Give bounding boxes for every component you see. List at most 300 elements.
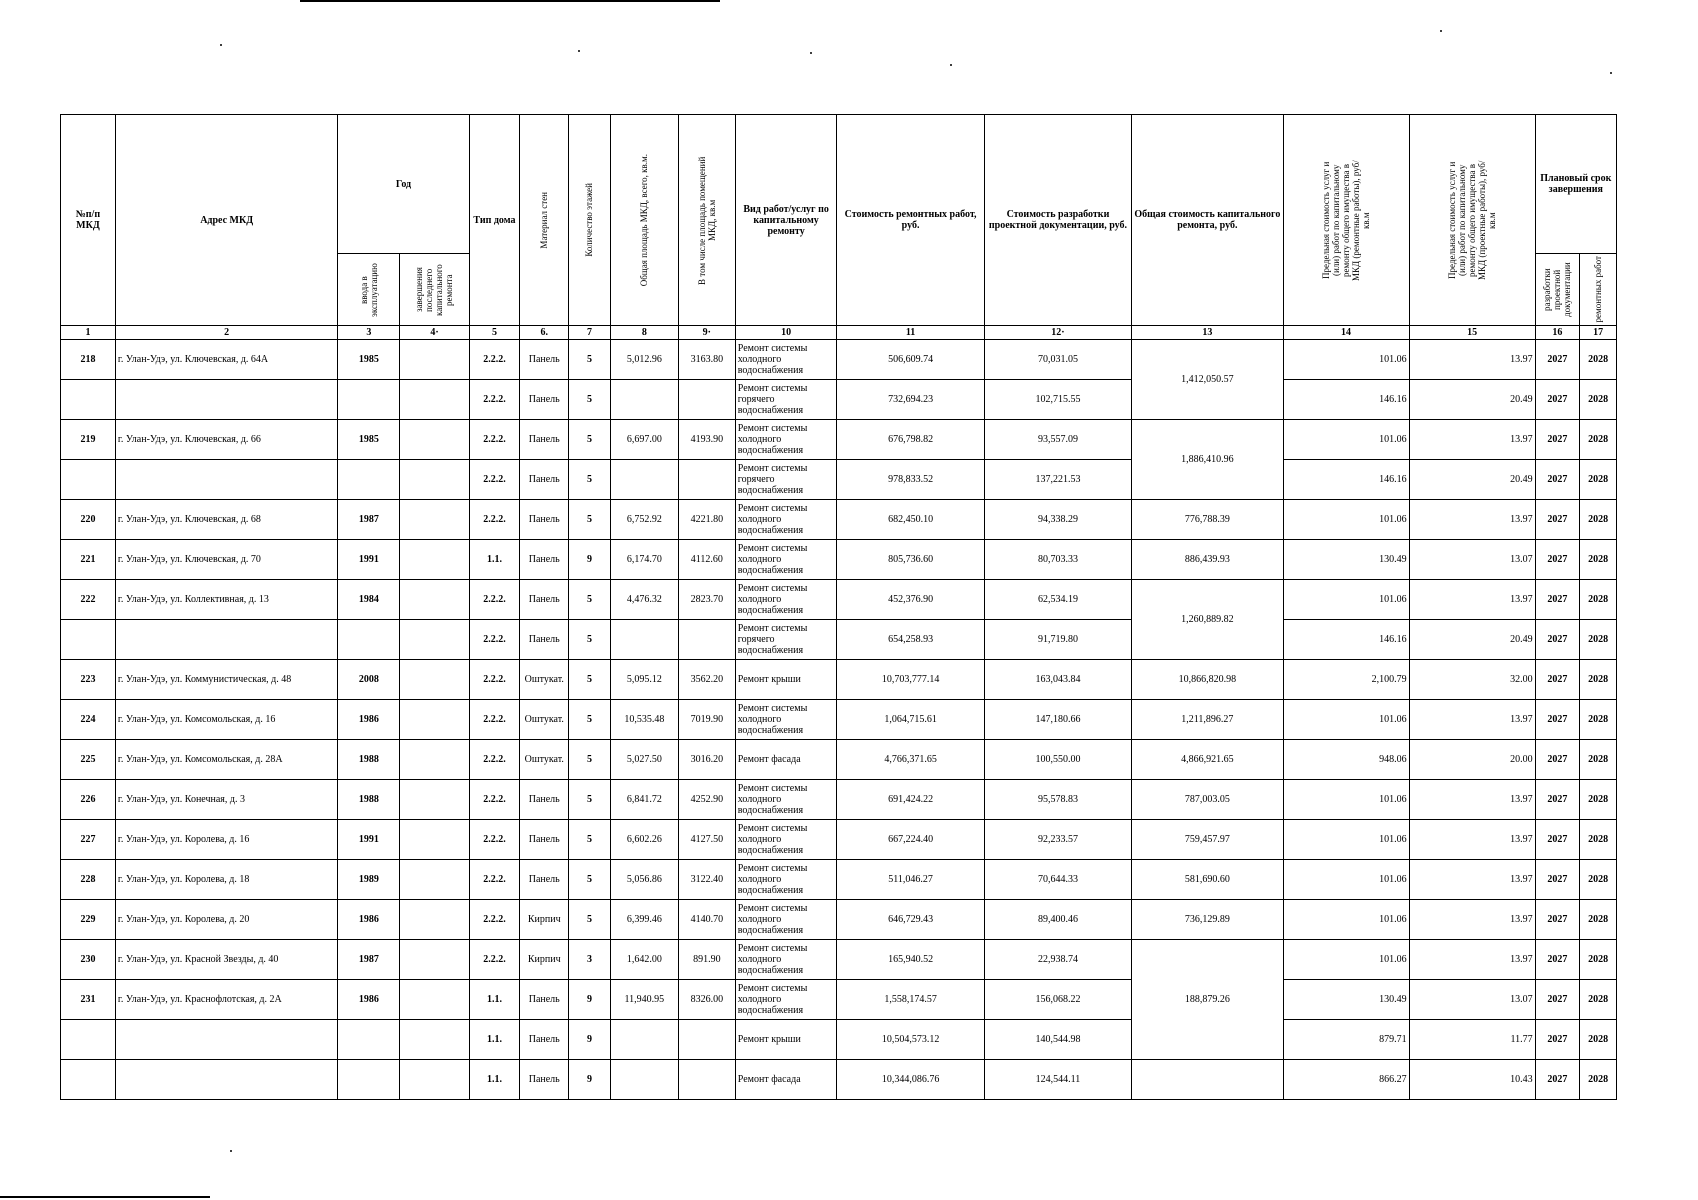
cell-year-lastrepair [400, 460, 469, 500]
cell-premises-area [678, 460, 735, 500]
cell-deadline-repair: 2028 [1580, 460, 1617, 500]
cell-house-type: 2.2.2. [469, 340, 520, 380]
table-row [61, 420, 1617, 460]
cell-year-commission: 2008 [338, 660, 400, 700]
header-limit-repair: Предельная стоимость услуг и (или) работ по капитальному ремонту общего имущества в МКД (ремонтные работы), руб/кв.м [1283, 115, 1409, 326]
cell-design-cost: 124,544.11 [984, 1060, 1131, 1100]
cell-total-area: 1,642.00 [610, 940, 678, 980]
cell-house-type: 2.2.2. [469, 740, 520, 780]
cell-premises-area: 4112.60 [678, 540, 735, 580]
cell-design-cost: 70,031.05 [984, 340, 1131, 380]
scan-speck [578, 50, 580, 52]
cell-deadline-design: 2027 [1535, 500, 1580, 540]
cell-total-cost: 4,866,921.65 [1132, 740, 1283, 780]
cell-house-type: 2.2.2. [469, 380, 520, 420]
table-row [61, 940, 1617, 980]
cell-address: г. Улан-Удэ, ул. Королева, д. 20 [115, 900, 338, 940]
table-row [61, 900, 1617, 940]
cell-total-cost: 1,211,896.27 [1132, 700, 1283, 740]
cell-limit-repair: 146.16 [1283, 460, 1409, 500]
cell-wall-material: Кирпич [520, 940, 569, 980]
cell-limit-design: 20.49 [1409, 380, 1535, 420]
cell-year-lastrepair [400, 700, 469, 740]
cell-deadline-design: 2027 [1535, 580, 1580, 620]
cell-year-lastrepair [400, 780, 469, 820]
cell-deadline-repair: 2028 [1580, 340, 1617, 380]
cell-year-lastrepair [400, 540, 469, 580]
column-number: 13 [1132, 326, 1283, 340]
cell-year-commission [338, 460, 400, 500]
cell-wall-material: Панель [520, 340, 569, 380]
table-row [61, 1060, 1617, 1100]
cell-floors: 5 [569, 780, 611, 820]
cell-house-type: 1.1. [469, 540, 520, 580]
cell-year-commission [338, 1020, 400, 1060]
cell-deadline-design: 2027 [1535, 900, 1580, 940]
scan-speck [230, 1150, 232, 1152]
cell-limit-design: 13.97 [1409, 900, 1535, 940]
table-row [61, 740, 1617, 780]
cell-limit-design: 13.97 [1409, 780, 1535, 820]
cell-work-type: Ремонт системы холодного водоснабжения [735, 420, 837, 460]
header-total-area: Общая площадь МКД, всего, кв.м. [610, 115, 678, 326]
cell-deadline-repair: 2028 [1580, 980, 1617, 1020]
cell-repair-cost: 165,940.52 [837, 940, 984, 980]
header-num: №п/п МКД [61, 115, 116, 326]
cell-address: г. Улан-Удэ, ул. Краснофлотская, д. 2А [115, 980, 338, 1020]
cell-deadline-repair: 2028 [1580, 580, 1617, 620]
cell-house-type: 2.2.2. [469, 820, 520, 860]
cell-work-type: Ремонт системы холодного водоснабжения [735, 580, 837, 620]
cell-total-area [610, 1060, 678, 1100]
cell-design-cost: 62,534.19 [984, 580, 1131, 620]
table-row [61, 540, 1617, 580]
cell-deadline-repair: 2028 [1580, 420, 1617, 460]
cell-row-number: 218 [61, 340, 116, 380]
cell-repair-cost: 646,729.43 [837, 900, 984, 940]
cell-wall-material: Оштукат. [520, 700, 569, 740]
cell-limit-repair: 101.06 [1283, 940, 1409, 980]
header-address: Адрес МКД [115, 115, 338, 326]
cell-repair-cost: 654,258.93 [837, 620, 984, 660]
cell-row-number [61, 620, 116, 660]
cell-floors: 5 [569, 500, 611, 540]
cell-premises-area: 3562.20 [678, 660, 735, 700]
cell-floors: 5 [569, 700, 611, 740]
cell-total-area: 5,056.86 [610, 860, 678, 900]
cell-year-lastrepair [400, 940, 469, 980]
cell-year-lastrepair [400, 980, 469, 1020]
header-repair-cost: Стоимость ремонтных работ, руб. [837, 115, 984, 326]
cell-deadline-repair: 2028 [1580, 900, 1617, 940]
cell-design-cost: 163,043.84 [984, 660, 1131, 700]
cell-limit-repair: 101.06 [1283, 500, 1409, 540]
cell-work-type: Ремонт системы горячего водоснабжения [735, 620, 837, 660]
cell-year-lastrepair [400, 340, 469, 380]
cell-address: г. Улан-Удэ, ул. Ключевская, д. 68 [115, 500, 338, 540]
cell-premises-area: 2823.70 [678, 580, 735, 620]
cell-floors: 5 [569, 740, 611, 780]
cell-work-type: Ремонт фасада [735, 740, 837, 780]
cell-total-area: 11,940.95 [610, 980, 678, 1020]
column-number: 16 [1535, 326, 1580, 340]
table-body [61, 340, 1617, 1100]
cell-floors: 5 [569, 380, 611, 420]
cell-total-cost: 581,690.60 [1132, 860, 1283, 900]
cell-limit-repair: 101.06 [1283, 580, 1409, 620]
cell-house-type: 2.2.2. [469, 940, 520, 980]
cell-repair-cost: 452,376.90 [837, 580, 984, 620]
cell-row-number: 223 [61, 660, 116, 700]
table-row [61, 980, 1617, 1020]
cell-floors: 5 [569, 900, 611, 940]
cell-premises-area: 3122.40 [678, 860, 735, 900]
cell-row-number [61, 1020, 116, 1060]
cell-address: г. Улан-Удэ, ул. Конечная, д. 3 [115, 780, 338, 820]
cell-repair-cost: 978,833.52 [837, 460, 984, 500]
cell-premises-area [678, 1060, 735, 1100]
scan-speck [1440, 30, 1442, 32]
cell-total-cost: 776,788.39 [1132, 500, 1283, 540]
cell-wall-material: Панель [520, 620, 569, 660]
cell-work-type: Ремонт системы холодного водоснабжения [735, 820, 837, 860]
cell-total-area [610, 1020, 678, 1060]
header-total-cost: Общая стоимость капитального ремонта, руб. [1132, 115, 1283, 326]
cell-address: г. Улан-Удэ, ул. Ключевская, д. 70 [115, 540, 338, 580]
cell-address: г. Улан-Удэ, ул. Коммунистическая, д. 48 [115, 660, 338, 700]
table-row [61, 380, 1617, 420]
cell-floors: 5 [569, 580, 611, 620]
scan-speck [1610, 72, 1612, 74]
cell-limit-design: 13.07 [1409, 980, 1535, 1020]
cell-year-commission: 1986 [338, 700, 400, 740]
cell-floors: 9 [569, 980, 611, 1020]
cell-floors: 9 [569, 1060, 611, 1100]
cell-year-lastrepair [400, 740, 469, 780]
cell-year-commission: 1986 [338, 980, 400, 1020]
cell-row-number: 227 [61, 820, 116, 860]
cell-repair-cost: 10,703,777.14 [837, 660, 984, 700]
header-work-type: Вид работ/услуг по капитальному ремонту [735, 115, 837, 326]
cell-address: г. Улан-Удэ, ул. Королева, д. 18 [115, 860, 338, 900]
table-row [61, 820, 1617, 860]
scan-speck [220, 44, 222, 46]
cell-limit-repair: 146.16 [1283, 380, 1409, 420]
cell-year-lastrepair [400, 1060, 469, 1100]
cell-limit-repair: 948.06 [1283, 740, 1409, 780]
table-row [61, 500, 1617, 540]
repair-register-table [60, 114, 1617, 1100]
header-house-type: Тип дома [469, 115, 520, 326]
table-row [61, 660, 1617, 700]
cell-limit-repair: 101.06 [1283, 700, 1409, 740]
cell-year-lastrepair [400, 500, 469, 540]
cell-year-commission: 1989 [338, 860, 400, 900]
cell-deadline-design: 2027 [1535, 940, 1580, 980]
table-row [61, 340, 1617, 380]
cell-deadline-design: 2027 [1535, 660, 1580, 700]
cell-house-type: 2.2.2. [469, 660, 520, 700]
cell-work-type: Ремонт системы горячего водоснабжения [735, 380, 837, 420]
cell-deadline-repair: 2028 [1580, 860, 1617, 900]
cell-year-lastrepair [400, 660, 469, 700]
cell-wall-material: Панель [520, 380, 569, 420]
cell-work-type: Ремонт системы холодного водоснабжения [735, 860, 837, 900]
cell-deadline-design: 2027 [1535, 980, 1580, 1020]
cell-deadline-design: 2027 [1535, 700, 1580, 740]
cell-address [115, 380, 338, 420]
cell-address [115, 620, 338, 660]
column-number: 7 [569, 326, 611, 340]
cell-repair-cost: 667,224.40 [837, 820, 984, 860]
cell-work-type: Ремонт системы холодного водоснабжения [735, 540, 837, 580]
cell-house-type: 1.1. [469, 1020, 520, 1060]
cell-row-number: 222 [61, 580, 116, 620]
header-year-commission: ввода в эксплуатацию [338, 254, 400, 326]
cell-design-cost: 94,338.29 [984, 500, 1131, 540]
cell-design-cost: 100,550.00 [984, 740, 1131, 780]
cell-total-area: 6,752.92 [610, 500, 678, 540]
cell-premises-area [678, 620, 735, 660]
cell-premises-area [678, 1020, 735, 1060]
cell-limit-design: 20.49 [1409, 460, 1535, 500]
cell-design-cost: 147,180.66 [984, 700, 1131, 740]
cell-floors: 3 [569, 940, 611, 980]
cell-limit-repair: 101.06 [1283, 900, 1409, 940]
cell-year-commission: 1991 [338, 540, 400, 580]
column-number: 9· [678, 326, 735, 340]
cell-work-type: Ремонт системы холодного водоснабжения [735, 340, 837, 380]
cell-wall-material: Оштукат. [520, 660, 569, 700]
cell-deadline-design: 2027 [1535, 540, 1580, 580]
cell-limit-design: 13.97 [1409, 500, 1535, 540]
cell-design-cost: 95,578.83 [984, 780, 1131, 820]
cell-house-type: 2.2.2. [469, 900, 520, 940]
cell-work-type: Ремонт системы холодного водоснабжения [735, 940, 837, 980]
cell-house-type: 2.2.2. [469, 500, 520, 540]
cell-repair-cost: 1,064,715.61 [837, 700, 984, 740]
cell-year-commission: 1987 [338, 500, 400, 540]
cell-limit-repair: 866.27 [1283, 1060, 1409, 1100]
cell-house-type: 2.2.2. [469, 460, 520, 500]
cell-year-commission [338, 1060, 400, 1100]
cell-premises-area: 4252.90 [678, 780, 735, 820]
cell-row-number: 230 [61, 940, 116, 980]
cell-limit-design: 13.97 [1409, 420, 1535, 460]
cell-limit-design: 13.97 [1409, 820, 1535, 860]
cell-address: г. Улан-Удэ, ул. Ключевская, д. 66 [115, 420, 338, 460]
cell-limit-design: 13.97 [1409, 940, 1535, 980]
cell-address: г. Улан-Удэ, ул. Комсомольская, д. 28А [115, 740, 338, 780]
table-row [61, 1020, 1617, 1060]
cell-deadline-repair: 2028 [1580, 820, 1617, 860]
cell-total-cost: 188,879.26 [1132, 940, 1283, 1060]
cell-floors: 5 [569, 820, 611, 860]
cell-repair-cost: 691,424.22 [837, 780, 984, 820]
cell-deadline-design: 2027 [1535, 1060, 1580, 1100]
cell-design-cost: 91,719.80 [984, 620, 1131, 660]
cell-row-number: 229 [61, 900, 116, 940]
cell-repair-cost: 732,694.23 [837, 380, 984, 420]
column-number: 6. [520, 326, 569, 340]
cell-limit-design: 13.07 [1409, 540, 1535, 580]
cell-premises-area: 8326.00 [678, 980, 735, 1020]
cell-deadline-design: 2027 [1535, 860, 1580, 900]
cell-total-cost: 1,412,050.57 [1132, 340, 1283, 420]
cell-wall-material: Панель [520, 500, 569, 540]
cell-deadline-design: 2027 [1535, 740, 1580, 780]
cell-address [115, 1020, 338, 1060]
cell-year-commission: 1987 [338, 940, 400, 980]
cell-wall-material: Панель [520, 980, 569, 1020]
table-row [61, 460, 1617, 500]
cell-repair-cost: 506,609.74 [837, 340, 984, 380]
cell-total-cost: 10,866,820.98 [1132, 660, 1283, 700]
cell-deadline-repair: 2028 [1580, 660, 1617, 700]
cell-row-number: 226 [61, 780, 116, 820]
cell-total-cost [1132, 1060, 1283, 1100]
column-number: 15 [1409, 326, 1535, 340]
cell-row-number: 231 [61, 980, 116, 1020]
cell-house-type: 2.2.2. [469, 620, 520, 660]
cell-limit-design: 10.43 [1409, 1060, 1535, 1100]
cell-row-number: 220 [61, 500, 116, 540]
cell-limit-repair: 130.49 [1283, 980, 1409, 1020]
cell-address: г. Улан-Удэ, ул. Ключевская, д. 64А [115, 340, 338, 380]
cell-repair-cost: 511,046.27 [837, 860, 984, 900]
header-limit-design: Предельная стоимость услуг и (или) работ по капитальному ремонту общего имущества в МКД (проектные работы), руб/кв.м [1409, 115, 1535, 326]
cell-total-area: 6,399.46 [610, 900, 678, 940]
cell-total-cost: 736,129.89 [1132, 900, 1283, 940]
cell-limit-repair: 2,100.79 [1283, 660, 1409, 700]
cell-limit-repair: 101.06 [1283, 420, 1409, 460]
cell-deadline-repair: 2028 [1580, 740, 1617, 780]
cell-premises-area: 7019.90 [678, 700, 735, 740]
table-row [61, 860, 1617, 900]
cell-year-commission: 1988 [338, 740, 400, 780]
cell-deadline-design: 2027 [1535, 620, 1580, 660]
cell-premises-area [678, 380, 735, 420]
cell-total-area [610, 620, 678, 660]
cell-deadline-repair: 2028 [1580, 1020, 1617, 1060]
cell-work-type: Ремонт системы холодного водоснабжения [735, 780, 837, 820]
cell-year-commission [338, 380, 400, 420]
cell-deadline-design: 2027 [1535, 460, 1580, 500]
column-number-row [61, 326, 1617, 340]
cell-limit-repair: 101.06 [1283, 340, 1409, 380]
cell-year-lastrepair [400, 820, 469, 860]
cell-total-area: 5,095.12 [610, 660, 678, 700]
cell-work-type: Ремонт крыши [735, 1020, 837, 1060]
cell-row-number [61, 380, 116, 420]
cell-deadline-repair: 2028 [1580, 500, 1617, 540]
cell-wall-material: Панель [520, 540, 569, 580]
cell-floors: 9 [569, 1020, 611, 1060]
cell-work-type: Ремонт системы горячего водоснабжения [735, 460, 837, 500]
column-number: 8 [610, 326, 678, 340]
cell-year-lastrepair [400, 420, 469, 460]
cell-limit-repair: 101.06 [1283, 860, 1409, 900]
cell-year-commission: 1985 [338, 420, 400, 460]
cell-total-cost: 759,457.97 [1132, 820, 1283, 860]
cell-total-area: 4,476.32 [610, 580, 678, 620]
cell-limit-design: 13.97 [1409, 860, 1535, 900]
cell-total-cost: 1,886,410.96 [1132, 420, 1283, 500]
cell-deadline-design: 2027 [1535, 820, 1580, 860]
cell-repair-cost: 805,736.60 [837, 540, 984, 580]
cell-total-area: 6,697.00 [610, 420, 678, 460]
cell-year-commission: 1988 [338, 780, 400, 820]
cell-repair-cost: 4,766,371.65 [837, 740, 984, 780]
header-deadline-design: разработки проектной документации [1535, 254, 1580, 326]
cell-row-number [61, 460, 116, 500]
header-floors: Количество этажей [569, 115, 611, 326]
table-row [61, 620, 1617, 660]
cell-limit-design: 20.00 [1409, 740, 1535, 780]
cell-premises-area: 3163.80 [678, 340, 735, 380]
cell-year-commission: 1991 [338, 820, 400, 860]
cell-limit-repair: 101.06 [1283, 780, 1409, 820]
cell-wall-material: Панель [520, 580, 569, 620]
cell-design-cost: 156,068.22 [984, 980, 1131, 1020]
cell-deadline-repair: 2028 [1580, 700, 1617, 740]
cell-limit-design: 32.00 [1409, 660, 1535, 700]
cell-row-number: 224 [61, 700, 116, 740]
cell-premises-area: 4127.50 [678, 820, 735, 860]
header-design-cost: Стоимость разработки проектной документации, руб. [984, 115, 1131, 326]
cell-address [115, 460, 338, 500]
cell-deadline-repair: 2028 [1580, 780, 1617, 820]
cell-work-type: Ремонт фасада [735, 1060, 837, 1100]
cell-year-lastrepair [400, 1020, 469, 1060]
cell-year-lastrepair [400, 860, 469, 900]
cell-total-area: 6,602.26 [610, 820, 678, 860]
cell-deadline-design: 2027 [1535, 1020, 1580, 1060]
header-row [61, 115, 1617, 254]
cell-house-type: 2.2.2. [469, 780, 520, 820]
cell-premises-area: 891.90 [678, 940, 735, 980]
cell-wall-material: Панель [520, 820, 569, 860]
cell-wall-material: Панель [520, 420, 569, 460]
cell-year-lastrepair [400, 380, 469, 420]
cell-deadline-design: 2027 [1535, 380, 1580, 420]
cell-premises-area: 4140.70 [678, 900, 735, 940]
cell-deadline-design: 2027 [1535, 420, 1580, 460]
column-number: 12· [984, 326, 1131, 340]
cell-house-type: 1.1. [469, 1060, 520, 1100]
cell-floors: 5 [569, 460, 611, 500]
cell-repair-cost: 682,450.10 [837, 500, 984, 540]
cell-limit-repair: 146.16 [1283, 620, 1409, 660]
cell-address: г. Улан-Удэ, ул. Красной Звезды, д. 40 [115, 940, 338, 980]
header-year: Год [338, 115, 469, 254]
cell-repair-cost: 676,798.82 [837, 420, 984, 460]
column-number: 3 [338, 326, 400, 340]
cell-premises-area: 4221.80 [678, 500, 735, 540]
cell-deadline-repair: 2028 [1580, 940, 1617, 980]
cell-deadline-repair: 2028 [1580, 380, 1617, 420]
cell-house-type: 2.2.2. [469, 860, 520, 900]
cell-total-cost: 886,439.93 [1132, 540, 1283, 580]
scan-border-bottom [0, 1196, 210, 1198]
cell-limit-design: 13.97 [1409, 340, 1535, 380]
cell-address: г. Улан-Удэ, ул. Комсомольская, д. 16 [115, 700, 338, 740]
cell-floors: 9 [569, 540, 611, 580]
cell-total-area: 6,841.72 [610, 780, 678, 820]
header-deadline: Плановый срок завершения [1535, 115, 1616, 254]
scan-border-top [300, 0, 720, 2]
cell-premises-area: 4193.90 [678, 420, 735, 460]
